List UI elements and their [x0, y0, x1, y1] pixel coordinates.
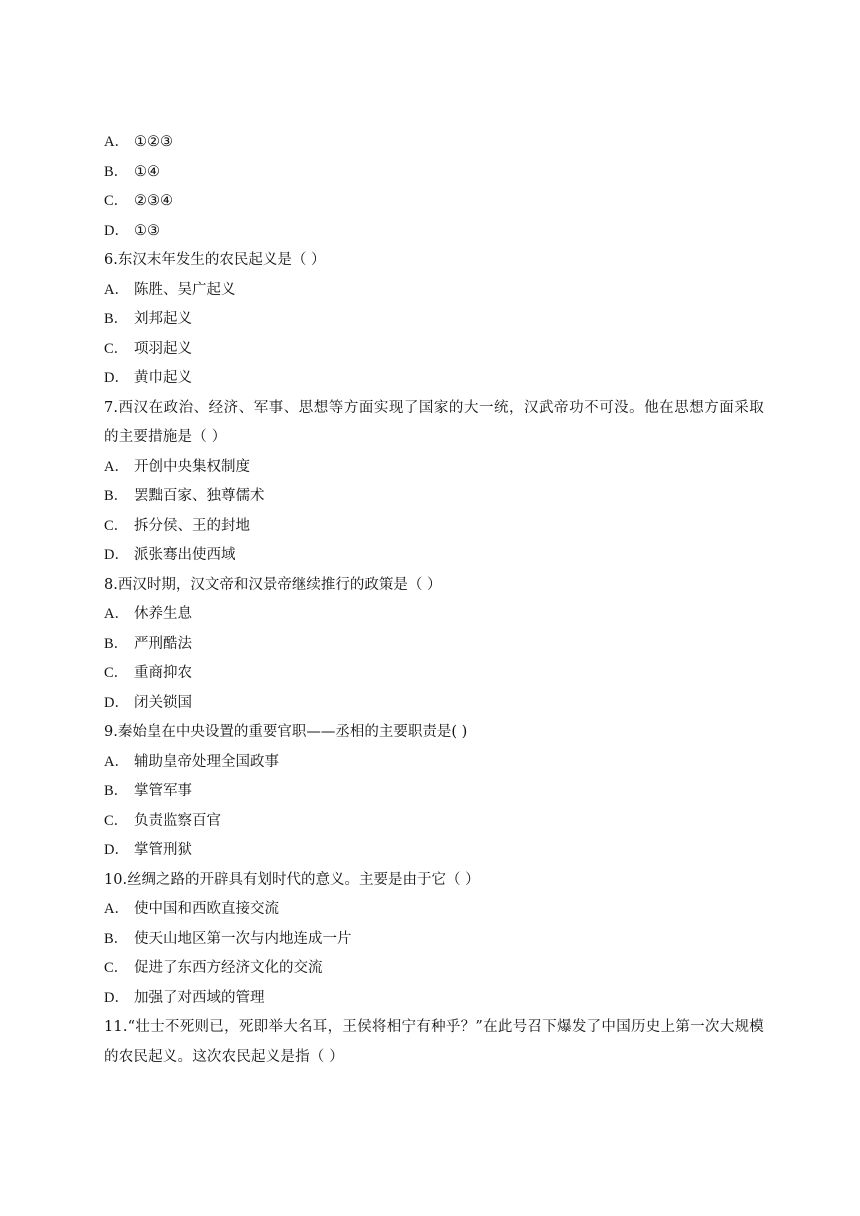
- option-text: 严刑酷法: [134, 635, 192, 652]
- question-stem-10: 10.丝绸之路的开辟具有划时代的意义。主要是由于它（ ）: [104, 871, 480, 888]
- option-letter: D．: [104, 989, 129, 1006]
- option-letter: C．: [104, 812, 129, 829]
- option-letter: B．: [104, 930, 129, 947]
- option-text: ①④: [134, 163, 160, 180]
- q9-option-d: [104, 836, 764, 866]
- option-text: 罢黜百家、独尊儒术: [134, 488, 265, 504]
- option-text: 加强了对西域的管理: [134, 989, 265, 1006]
- q9-option-c: [104, 807, 764, 837]
- option-letter: B．: [104, 783, 129, 799]
- option-text: ②③④: [134, 193, 173, 209]
- q8-option-d: [104, 689, 764, 719]
- q7-option-b: [104, 482, 764, 512]
- option-letter: A．: [104, 281, 129, 298]
- option-text: 闭关锁国: [134, 694, 192, 711]
- option-text: 拆分侯、王的封地: [134, 517, 250, 534]
- option-letter: C．: [104, 517, 129, 534]
- option-letter: D．: [104, 222, 129, 239]
- q10-option-d: [104, 984, 764, 1014]
- question-stem-11: 11.“壮士不死则已，死即举大名耳，王侯将相宁有种乎？”在此号召下爆发了中国历史上第一次大规模的农民起义。这次农民起义是指（ ）: [104, 1019, 764, 1065]
- option-text: 掌管刑狱: [134, 842, 192, 858]
- option-text: ①②③: [134, 134, 173, 150]
- option-text: 黄巾起义: [134, 370, 192, 386]
- option-letter: C．: [104, 960, 129, 976]
- option-letter: B．: [104, 635, 129, 652]
- option-text: 重商抑农: [134, 665, 192, 681]
- question-stem-6: 6.东汉末年发生的农民起义是（ ）: [104, 252, 326, 268]
- question-list: [104, 128, 764, 1072]
- option-letter: D．: [104, 370, 129, 386]
- q10-option-b: [104, 925, 764, 955]
- option-letter: D．: [104, 694, 129, 711]
- q6-option-c: [104, 335, 764, 365]
- option-prev-c: [104, 187, 764, 217]
- option-letter: A．: [104, 134, 129, 150]
- option-text: 促进了东西方经济文化的交流: [134, 960, 323, 976]
- option-text: 使中国和西欧直接交流: [134, 901, 279, 917]
- option-text: 项羽起义: [134, 340, 192, 357]
- option-text: 使天山地区第一次与内地连成一片: [134, 930, 352, 947]
- option-text: 陈胜、吴广起义: [134, 281, 236, 298]
- option-text: 刘邦起义: [134, 311, 192, 327]
- q10-option-c: [104, 954, 764, 984]
- option-text: 辅助皇帝处理全国政事: [134, 753, 279, 770]
- question-stem-7: 7.西汉在政治、经济、军事、思想等方面实现了国家的大一统，汉武帝功不可没。他在思想方面采取的主要措施是（ ）: [104, 399, 764, 445]
- q9-option-a: [104, 748, 764, 778]
- option-letter: A．: [104, 753, 129, 770]
- option-letter: B．: [104, 311, 129, 327]
- question-stem-8: 8.西汉时期，汉文帝和汉景帝继续推行的政策是（ ）: [104, 576, 442, 593]
- q6-option-a: [104, 276, 764, 306]
- option-letter: A．: [104, 901, 129, 917]
- q9-option-b: [104, 777, 764, 807]
- option-text: 派张骞出使西域: [134, 547, 236, 563]
- option-text: 开创中央集权制度: [134, 458, 250, 475]
- q6-option-d: [104, 364, 764, 394]
- q7-option-a: [104, 453, 764, 483]
- option-letter: C．: [104, 340, 129, 357]
- q8-option-a: [104, 600, 764, 630]
- q6-option-b: [104, 305, 764, 335]
- option-text: 掌管军事: [134, 783, 192, 799]
- option-letter: B．: [104, 488, 129, 504]
- option-letter: D．: [104, 842, 129, 858]
- q7-option-c: [104, 512, 764, 542]
- question-stem-9: 9.秦始皇在中央设置的重要官职——丞相的主要职责是( ): [104, 724, 468, 740]
- q8-option-b: [104, 630, 764, 660]
- q10-option-a: [104, 895, 764, 925]
- option-letter: A．: [104, 458, 129, 475]
- option-letter: C．: [104, 665, 129, 681]
- option-text: 休养生息: [134, 606, 192, 622]
- option-letter: A．: [104, 606, 129, 622]
- option-prev-d: [104, 217, 764, 247]
- option-letter: D．: [104, 547, 129, 563]
- option-letter: B．: [104, 163, 129, 180]
- option-prev-b: [104, 158, 764, 188]
- option-text: ①③: [134, 222, 160, 239]
- option-prev-a: [104, 128, 764, 158]
- option-text: 负责监察百官: [134, 812, 221, 829]
- option-letter: C．: [104, 193, 129, 209]
- q7-option-d: [104, 541, 764, 571]
- q8-option-c: [104, 659, 764, 689]
